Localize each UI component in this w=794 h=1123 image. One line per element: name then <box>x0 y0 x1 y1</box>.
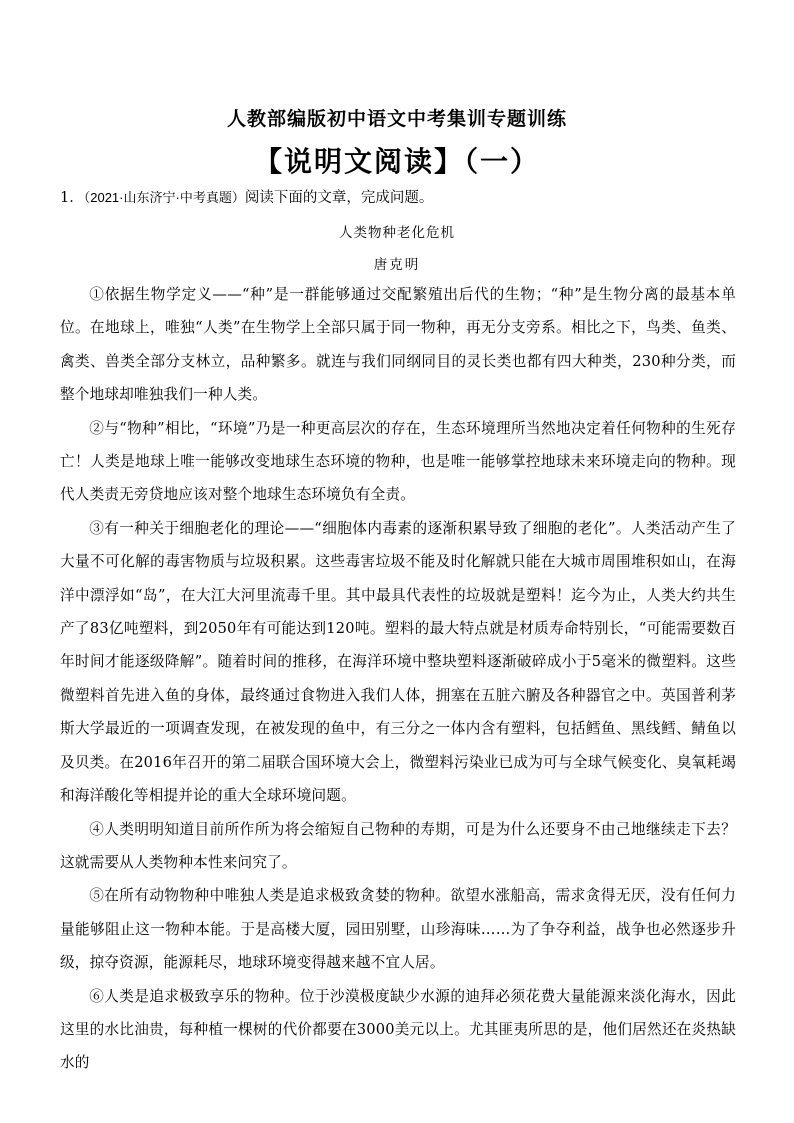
paragraph-6: ⑥人类是追求极致享乐的物种。位于沙漠极度缺少水源的迪拜必须花费大量能源来淡化海水，因此这里的水比油贵，每种植一棵树的代价都要在3000美元以上。尤其匪夷所思的是，他们居然还在炎热缺水的 <box>60 987 736 1072</box>
paragraph-4: ④人类明明知道目前所作所为将会缩短自己物种的寿期，可是为什么还要身不由己地继续走下去？这就需要从人类物种本性来问究了。 <box>60 820 736 871</box>
page-title: 【说明文阅读】（一） <box>253 145 540 178</box>
question-instruction: 阅读下面的文章，完成问题。 <box>244 190 434 206</box>
article-body <box>60 278 736 1080</box>
paragraph-2: ②与“物种”相比，“环境”乃是一种更高层次的存在，生态环境理所当然地决定着任何物种的生死存亡！人类是地球上唯一能够改变地球生态环境的物种，也是唯一能够掌控地球未来环境走向的物种。现代人类责无旁贷地应该对整个地球生态环境负有全责。 <box>60 419 736 504</box>
series-title: 人教部编版初中语文中考集训专题训练 <box>226 108 567 130</box>
article-title: 人类物种老化危机 <box>339 225 455 241</box>
question-source: （2021·山东济宁·中考真题） <box>83 190 245 205</box>
article-author: 唐克明 <box>373 257 421 273</box>
paragraph-1: ①依据生物学定义——“种”是一群能够通过交配繁殖出后代的生物；“种”是生物分离的最基本单位。在地球上，唯独“人类”在生物学上全部只属于同一物种，再无分支旁系。相比之下，鸟类、鱼类、禽类、兽类全部分支林立，品种繁多。就连与我们同纲同目的灵长类也都有四大种类，230种分类，而整个地球却唯独我们一种人类。 <box>60 286 736 404</box>
question-number: 1． <box>60 190 84 206</box>
paragraph-5: ⑤在所有动物物种中唯独人类是追求极致贪婪的物种。欲望水涨船高，需求贪得无厌，没有任何力量能够阻止这一物种本能。于是高楼大厦，园田别墅，山珍海味……为了争夺利益，战争也必然逐步升级，掠夺资源，能源耗尽，地球环境变得越来越不宜人居。 <box>60 887 736 972</box>
paragraph-3: ③有一种关于细胞老化的理论——“细胞体内毒素的逐渐积累导致了细胞的老化”。人类活动产生了大量不可化解的毒害物质与垃圾积累。这些毒害垃圾不能及时化解就只能在大城市周围堆积如山，在海洋中漂浮如“岛”，在大江大河里流毒千里。其中最具代表性的垃圾就是塑料！迄今为止，人类大约共生产了83亿吨塑料，到2050年有可能达到120吨。塑料的最大特点就是材质寿命特别长，“可能需要数百年时间才能逐级降解”。随着时间的推移，在海洋环境中整块塑料逐渐破碎成小于5毫米的微塑料。这些微塑料首先进入鱼的身体，最终通过食物进入我们人体，拥塞在五脏六腑及各种器官之中。英国普利茅斯大学最近的一项调查发现，在被发现的鱼中，有三分之一体内含有塑料，包括鳕鱼、黑线鳕、鲭鱼以及贝类。在2016年召开的第二届联合国环境大会上，微塑料污染业已成为可与全球气候变化、臭氧耗竭和海洋酸化等相提并论的重大全球环境问题。 <box>60 519 736 805</box>
question-heading <box>60 186 740 207</box>
